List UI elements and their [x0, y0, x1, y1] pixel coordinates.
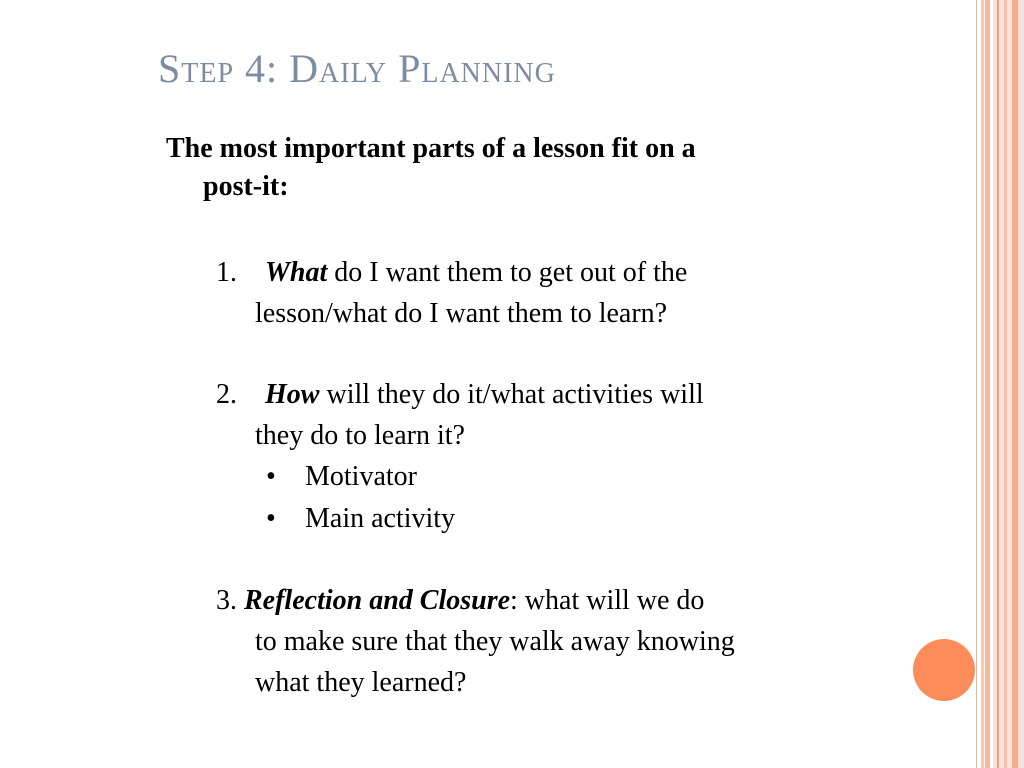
intro-line: post-it:	[203, 171, 289, 202]
item-emphasis: Reflection and Closure	[244, 585, 511, 616]
item-text: they do to learn it?	[255, 420, 465, 451]
list-item-first-line	[216, 580, 856, 621]
edge-stripe	[985, 0, 990, 768]
item-text: what they learned?	[255, 667, 467, 698]
edge-stripe	[976, 0, 977, 768]
edge-stripe	[1004, 0, 1007, 768]
bullet-icon: •	[266, 461, 276, 492]
sub-bullet-text: Main activity	[305, 503, 456, 534]
accent-circle	[913, 639, 975, 701]
sub-bullet-text: Motivator	[305, 461, 417, 492]
item-emphasis: How	[265, 379, 320, 410]
list-item-reflection	[216, 580, 856, 703]
item-number: 3.	[216, 585, 237, 616]
list-item-what	[216, 252, 856, 334]
item-number: 2.	[216, 379, 237, 410]
bullet-icon: •	[266, 503, 276, 534]
item-text: lesson/what do I want them to learn?	[255, 298, 668, 329]
sub-bullet-item	[266, 456, 455, 498]
list-item-how	[216, 374, 856, 456]
intro-line: The most important parts of a lesson fit on a	[166, 133, 696, 164]
sub-bullet-list	[266, 456, 455, 540]
sub-bullet-item	[266, 498, 455, 540]
item-emphasis: What	[265, 257, 328, 288]
list-item-first-line	[216, 374, 856, 415]
item-text: : what will we do	[510, 585, 705, 616]
item-text: do I want them to get out of the	[327, 257, 688, 288]
item-text: will they do it/what activities will	[319, 379, 704, 410]
edge-stripe	[1012, 0, 1018, 768]
item-text: to make sure that they walk away knowing	[255, 626, 735, 657]
intro-paragraph	[166, 130, 866, 206]
edge-stripe	[997, 0, 999, 768]
item-number: 1.	[216, 257, 237, 288]
slide-title: Step 4: Daily Planning	[158, 46, 556, 91]
list-item-first-line	[216, 252, 856, 293]
edge-stripe	[981, 0, 984, 768]
